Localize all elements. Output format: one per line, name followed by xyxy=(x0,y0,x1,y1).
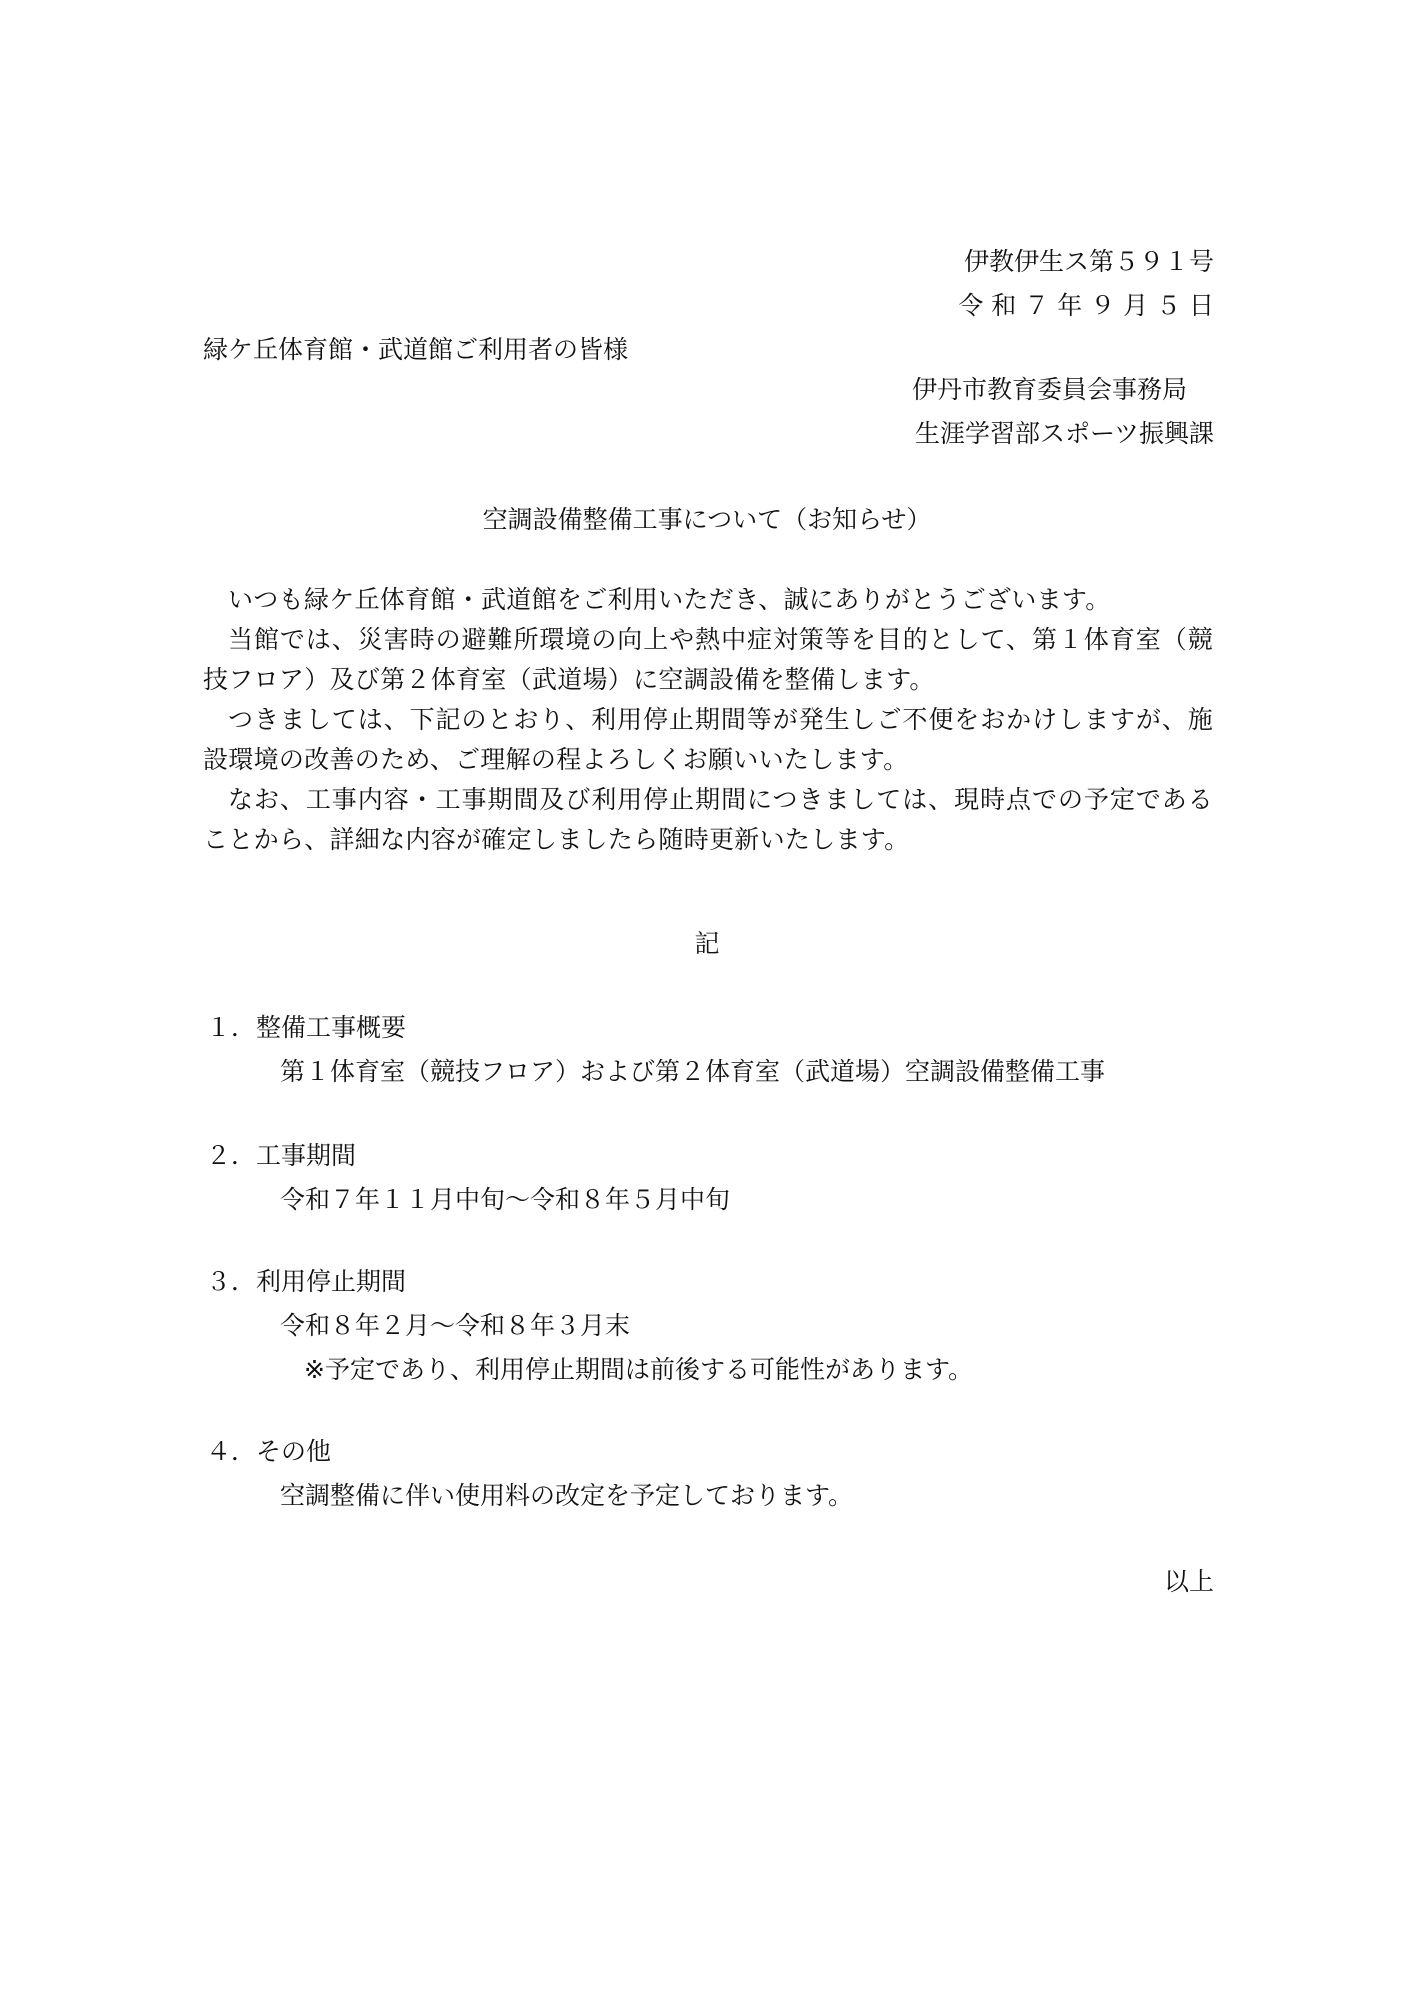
section-content: 第１体育室（競技フロア）および第２体育室（武道場）空調設備整備工事 xyxy=(280,1057,1106,1086)
section-heading: １．整備工事概要 xyxy=(206,1013,407,1042)
section-note: ※予定であり、利用停止期間は前後する可能性があります。 xyxy=(304,1355,973,1384)
section-heading: ２．工事期間 xyxy=(206,1141,357,1170)
addressee: 緑ケ丘体育館・武道館ご利用者の皆様 xyxy=(203,335,629,364)
ki-mark: 記 xyxy=(694,929,720,958)
section-heading: ４．その他 xyxy=(206,1437,332,1466)
document-date: 令 和 ７ 年 ９ 月 ５ 日 xyxy=(958,291,1214,320)
section-content: 空調整備に伴い使用料の改定を予定しております。 xyxy=(280,1481,854,1510)
sender-office: 伊丹市教育委員会事務局 xyxy=(911,375,1187,404)
section-heading: ３．利用停止期間 xyxy=(206,1267,407,1296)
body-paragraph: 当館では、災害時の避難所環境の向上や熱中症対策等を目的として、第１体育室（競技フロア）及び第２体育室（武道場）に空調設備を整備します。 xyxy=(203,625,1213,694)
closing-mark: 以上 xyxy=(1163,1567,1214,1596)
section-content: 令和７年１１月中旬～令和８年５月中旬 xyxy=(280,1185,731,1214)
body-paragraph: なお、工事内容・工事期間及び利用停止期間につきましては、現時点での予定であることから、詳細な内容が確定しましたら随時更新いたします。 xyxy=(203,785,1213,854)
document-title: 空調設備整備工事について（お知らせ） xyxy=(482,505,932,534)
section-content: 令和８年２月～令和８年３月末 xyxy=(280,1311,631,1340)
body-paragraph: つきましては、下記のとおり、利用停止期間等が発生しご不便をおかけしますが、施設環境の改善のため、ご理解の程よろしくお願いいたします。 xyxy=(203,705,1213,774)
sender-division: 生涯学習部スポーツ振興課 xyxy=(914,419,1214,448)
body-paragraph: いつも緑ケ丘体育館・武道館をご利用いただき、誠にありがとうございます。 xyxy=(228,585,1111,614)
document-number: 伊教伊生ス第５９１号 xyxy=(963,247,1214,276)
